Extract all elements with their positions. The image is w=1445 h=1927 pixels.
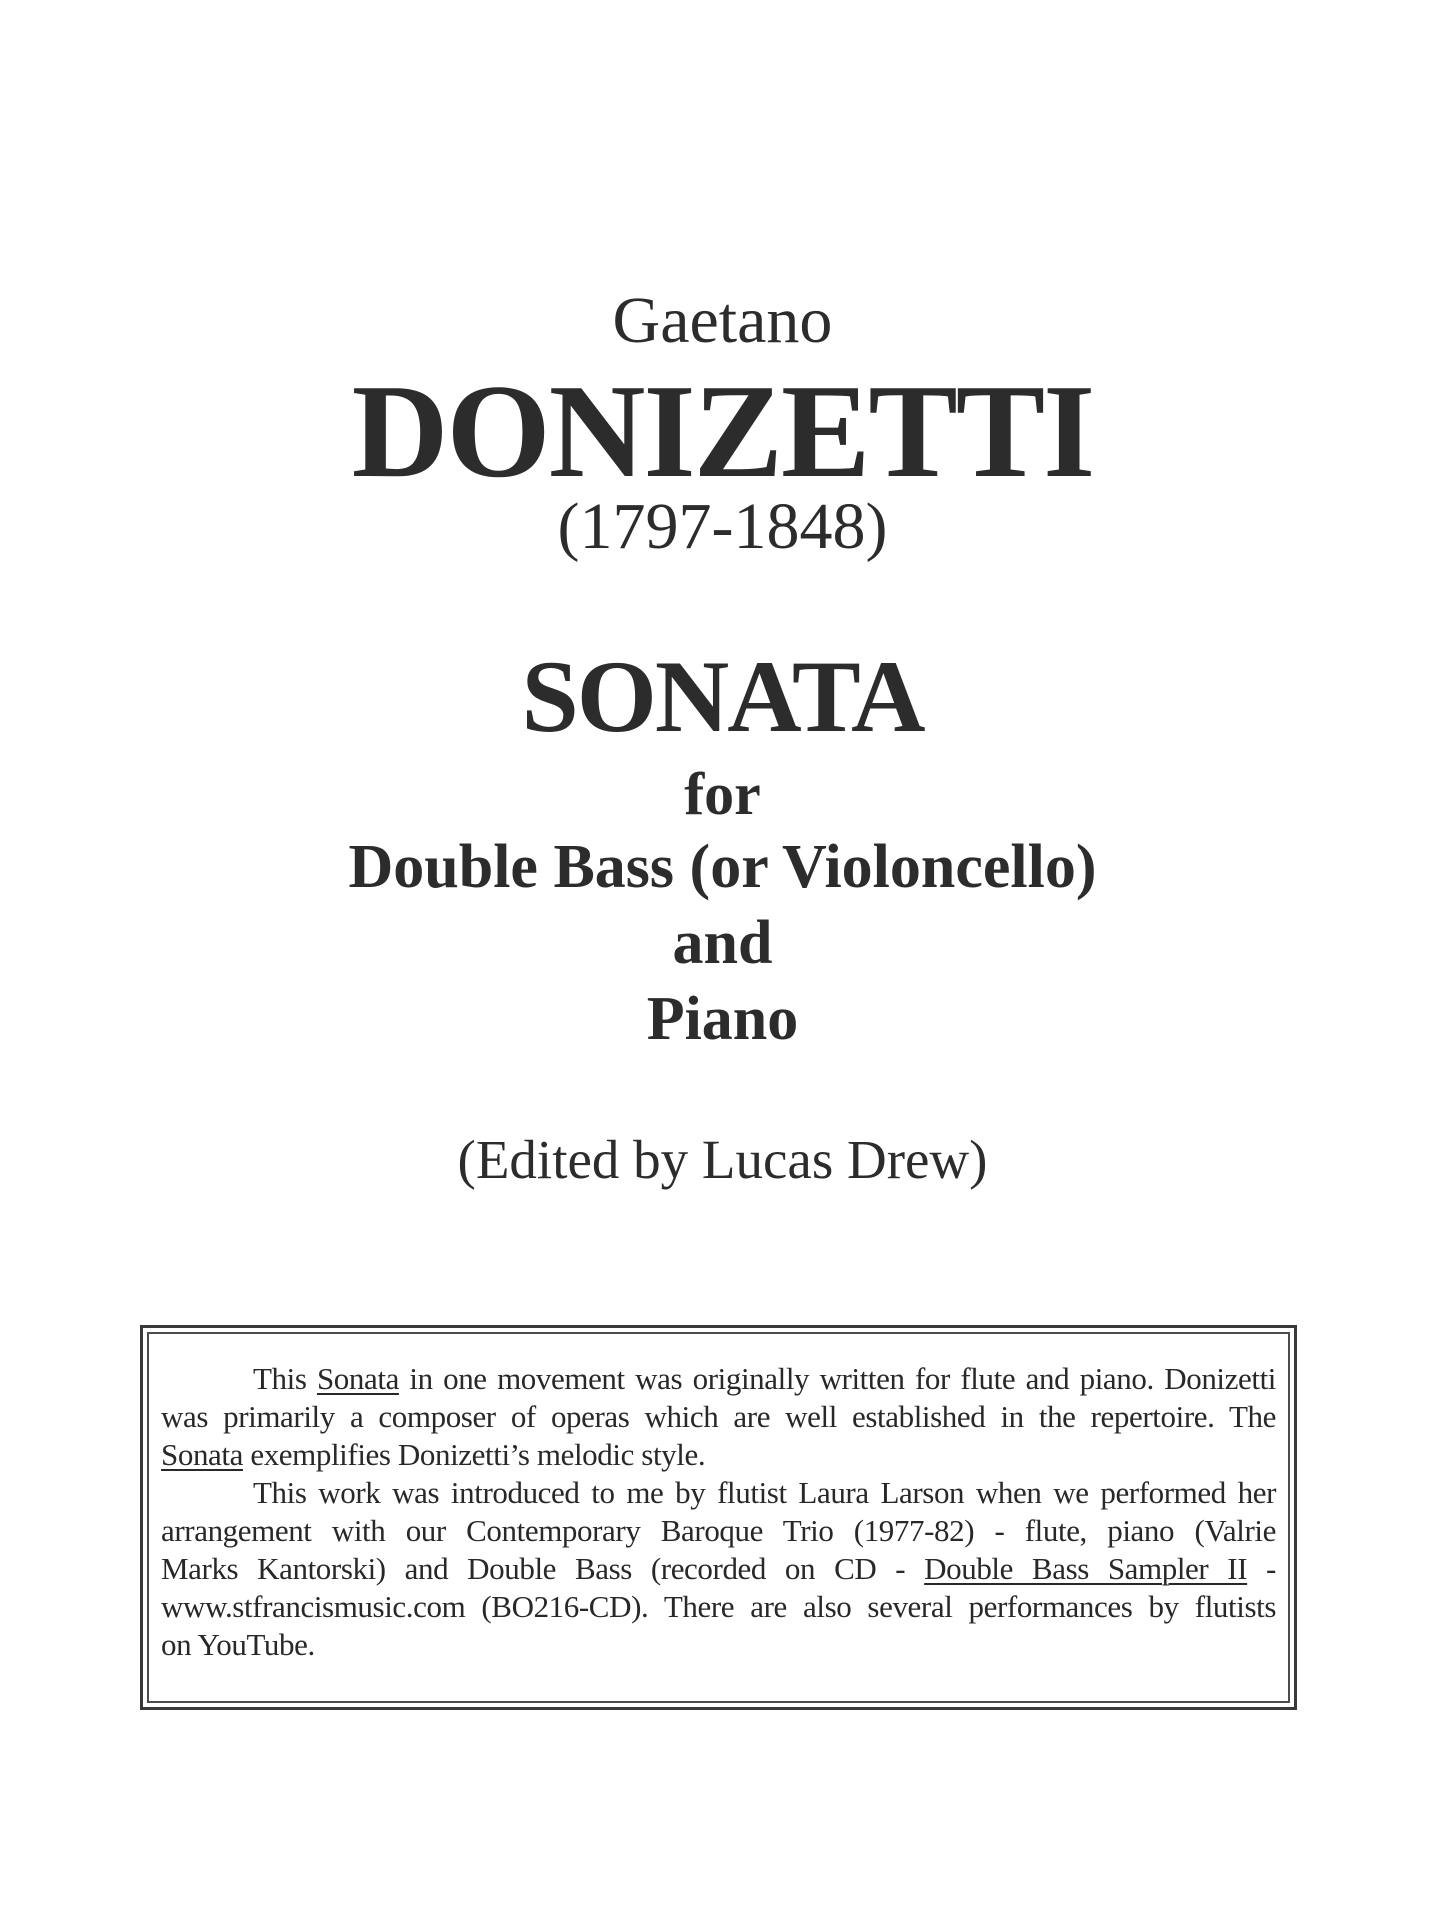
instrumentation-line-3: Piano bbox=[646, 985, 799, 1053]
notice-line bbox=[161, 1550, 1276, 1588]
composer-dates: (1797-1848) bbox=[557, 490, 888, 563]
instrumentation-line-2: and bbox=[672, 909, 773, 977]
notice-underlined-text: Double Bass Sampler II bbox=[924, 1551, 1248, 1586]
notice-text-segment: - bbox=[1247, 1551, 1276, 1586]
notice-box bbox=[140, 1325, 1297, 1710]
notice-text-segment: on YouTube. bbox=[161, 1627, 315, 1662]
editor-credit: (Edited by Lucas Drew) bbox=[457, 1129, 988, 1190]
notice-line bbox=[161, 1436, 1276, 1474]
notice-text-segment: www.stfrancismusic.com (BO216-CD). There are also several performances by flutists bbox=[161, 1589, 1276, 1624]
notice-underlined-text: Sonata bbox=[316, 1361, 399, 1396]
notice-line bbox=[161, 1588, 1276, 1626]
composer-first-name: Gaetano bbox=[612, 284, 833, 357]
notice-box-inner bbox=[147, 1332, 1290, 1703]
notice-text-segment: Marks Kantorski) and Double Bass (recorded on CD - bbox=[161, 1551, 925, 1586]
notice-text-segment: exemplifies Donizetti’s melodic style. bbox=[242, 1437, 706, 1472]
composer-last-name: DONIZETTI bbox=[351, 357, 1094, 505]
notice-line bbox=[161, 1512, 1276, 1550]
notice-text-segment: in one movement was originally written for flute and piano. Donizetti bbox=[398, 1361, 1276, 1396]
notice-line bbox=[161, 1398, 1276, 1436]
notice-text-segment: arrangement with our Contemporary Baroque Trio (1977-82) - flute, piano (Valrie bbox=[161, 1513, 1276, 1548]
notice-line bbox=[161, 1626, 1276, 1664]
notice-text-segment: was primarily a composer of operas which are well established in the repertoire. The bbox=[161, 1399, 1276, 1434]
notice-line bbox=[161, 1360, 1276, 1398]
notice-text-segment: This work was introduced to me by flutist Laura Larson when we performed her bbox=[253, 1475, 1276, 1510]
notice-underlined-text: Sonata bbox=[161, 1437, 243, 1472]
instrumentation-line-1: Double Bass (or Violoncello) bbox=[348, 833, 1097, 901]
work-title: SONATA bbox=[521, 640, 924, 754]
notice-text bbox=[161, 1360, 1276, 1664]
notice-text-segment: This bbox=[253, 1361, 317, 1396]
for-label: for bbox=[684, 761, 761, 827]
notice-line bbox=[161, 1474, 1276, 1512]
